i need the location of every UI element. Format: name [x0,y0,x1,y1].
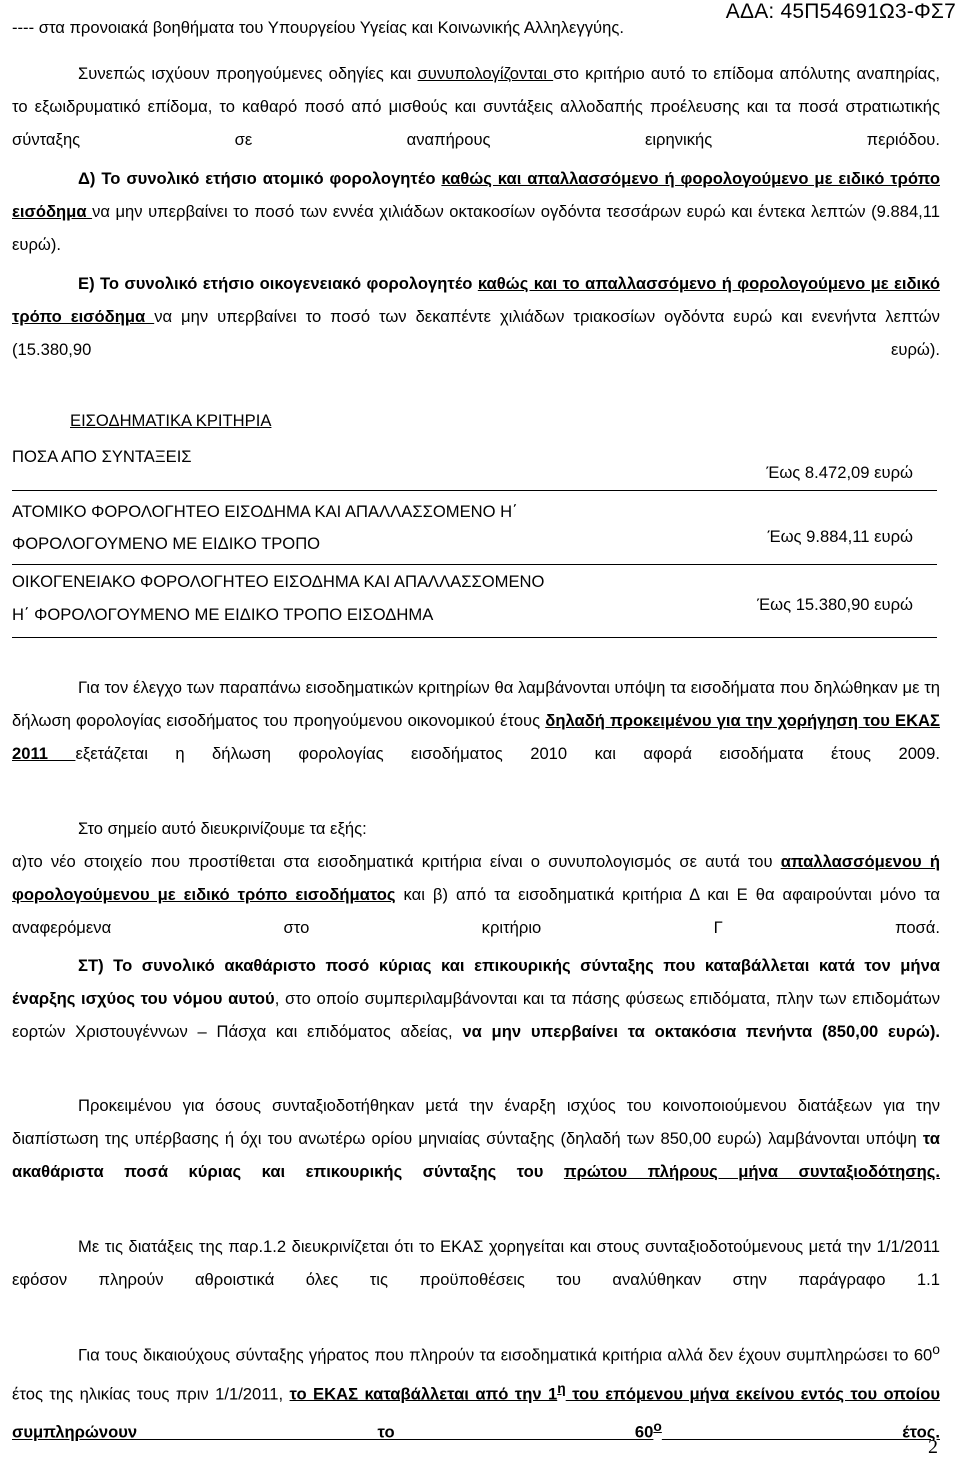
paragraph-criterion-e: Ε) Το συνολικό ετήσιο οικογενειακό φορολογητέο καθώς και το απαλλασσόμενο ή φορολογούμενο με ειδικό τρόπο εισόδημα να μην υπερβαίνει το ποσό των δεκαπέντε χιλιάδων τριακοσίων ογδόντα ευρώ και ενενήντα λεπτών (15.380,90 ευρώ). [12,274,940,359]
paragraph-intro: ---- στα προνοιακά βοηθήματα του Υπουργείου Υγείας και Κοινωνικής Αλληλεγγύης. [12,18,624,37]
paragraph-income-check: Για τον έλεγχο των παραπάνω εισοδηματικών κριτηρίων θα λαμβάνονται υπόψη τα εισοδήματα που δηλώθηκαν με τη δήλωση φορολογίας εισοδήματος του προηγούμενου οικονομικού έτους δηλαδή προκειμένου για την χορήγηση του ΕΚΑΣ 2011 εξετάζεται η δήλωση φορολογίας εισοδήματος 2010 και αφορά εισοδήματα έτους 2009. [12,678,940,763]
paragraph-clarification: α)το νέο στοιχείο που προστίθεται στα εισοδηματικά κριτήρια είναι ο συνυπολογισμός σε αυτά του απαλλασσόμενου ή φορολογούμενου με ειδικό τρόπο εισοδήματος και β) από τα εισοδηματικά κριτήρια Δ και Ε θα αφαιρούνται μόνο τα αναφερόμενα στο κριτήριο Γ ποσά. [12,852,940,937]
paragraph-new-pensioners: Προκειμένου για όσους συνταξιοδοτήθηκαν μετά την έναρξη ισχύος του κοινοποιούμενου διατάξεων για την διαπίστωση της υπέρβασης ή όχι του ανωτέρω ορίου μηνιαίας σύνταξης (δηλαδή των 850,00 ευρώ) λαμβάνονται υπόψη τα ακαθάριστα ποσά κύριας και επικουρικής σύνταξης του πρώτου πλήρους μήνα συνταξιοδότησης. [12,1096,940,1181]
ada-code: ΑΔΑ: 45Π54691Ω3-ΦΣ7 [725,0,956,23]
paragraph-clarification-intro: Στο σημείο αυτό διευκρινίζουμε τα εξής: [78,819,367,838]
row-value: Έως 15.380,90 ευρώ [757,595,913,614]
table-row [12,491,937,565]
paragraph-criterion-d: Δ) Το συνολικό ετήσιο ατομικό φορολογητέο καθώς και απαλλασσόμενο ή φορολογούμενο με ειδικό τρόπο εισόδημα να μην υπερβαίνει το ποσό των εννέα χιλιάδων οκτακοσίων ογδόντα τεσσάρων ευρώ και έντεκα λεπτών (9.884,11 ευρώ). [12,169,941,254]
income-criteria-table [12,438,937,638]
income-criteria-heading: ΕΙΣΟΔΗΜΑΤΙΚΑ ΚΡΙΤΗΡΙΑ [70,411,272,430]
table-row [12,438,937,491]
paragraph-criterion-st: ΣΤ) Το συνολικό ακαθάριστο ποσό κύριας και επικουρικής σύνταξης που καταβάλλεται κατά τον μήνα έναρξης ισχύος του νόμου αυτού, στο οποίο συμπεριλαμβάνονται και τα πάσης φύσεως επιδόματα, πλην των επιδομάτων εορτών Χριστουγέννων – Πάσχα και επιδόματος αδείας, να μην υπερβαίνει τα οκτακόσια πενήντα (850,00 ευρώ). [12,956,940,1041]
page-number: 2 [928,1436,938,1458]
paragraph-1: Συνεπώς ισχύουν προηγούμενες οδηγίες και συνυπολογίζονται στο κριτήριο αυτό το επίδομα απόλυτης αναπηρίας, το εξωιδρυματικό επίδομα, το καθαρό ποσό από μισθούς και συντάξεις αλλοδαπής προέλευσης και τα ποσά στρατιωτικής σύνταξης σε αναπήρους ειρηνικής περιόδου. [12,64,941,149]
row-label: ΑΤΟΜΙΚΟ ΦΟΡΟΛΟΓΗΤΕΟ ΕΙΣΟΔΗΜΑ ΚΑΙ ΑΠΑΛΛΑΣΣΟΜΕΝΟ Η΄ [12,502,518,521]
row-value: Έως 9.884,11 ευρώ [767,527,913,546]
row-value: Έως 8.472,09 ευρώ [766,463,913,482]
row-label: ΦΟΡΟΛΟΓΟΥΜΕΝΟ ΜΕ ΕΙΔΙΚΟ ΤΡΟΠΟ [12,534,321,553]
row-label: ΟΙΚΟΓΕΝΕΙΑΚΟ ΦΟΡΟΛΟΓΗΤΕΟ ΕΙΣΟΔΗΜΑ ΚΑΙ ΑΠΑΛΛΑΣΣΟΜΕΝΟ [12,572,545,591]
row-label: Η΄ ΦΟΡΟΛΟΓΟΥΜΕΝΟ ΜΕ ΕΙΔΙΚΟ ΤΡΟΠΟ ΕΙΣΟΔΗΜΑ [12,605,434,624]
paragraph-old-age-beneficiaries: Για τους δικαιούχους σύνταξης γήρατος που πληρούν τα εισοδηματικά κριτήρια αλλά δεν έχουν συμπληρώσει το $60^o$ έτος της ηλικίας τους πριν 1/1/2011, το ΕΚΑΣ καταβάλλεται από την $1^\eta$ του επόμενου μήνα εκείνου εντός του οποίου συμπληρώνουν το $60^o$ έτος. [12,1341,940,1442]
table-row [12,565,937,638]
row-label: ΠΟΣΑ ΑΠΟ ΣΥΝΤΑΞΕΙΣ [12,447,192,466]
paragraph-provisions: Με τις διατάξεις της παρ.1.2 διευκρινίζεται ότι το ΕΚΑΣ χορηγείται και στους συνταξιοδοτούμενους μετά την 1/1/2011 εφόσον πληρούν αθροιστικά όλες τις προϋποθέσεις του αναλύθηκαν στην παράγραφο 1.1 [12,1237,940,1289]
